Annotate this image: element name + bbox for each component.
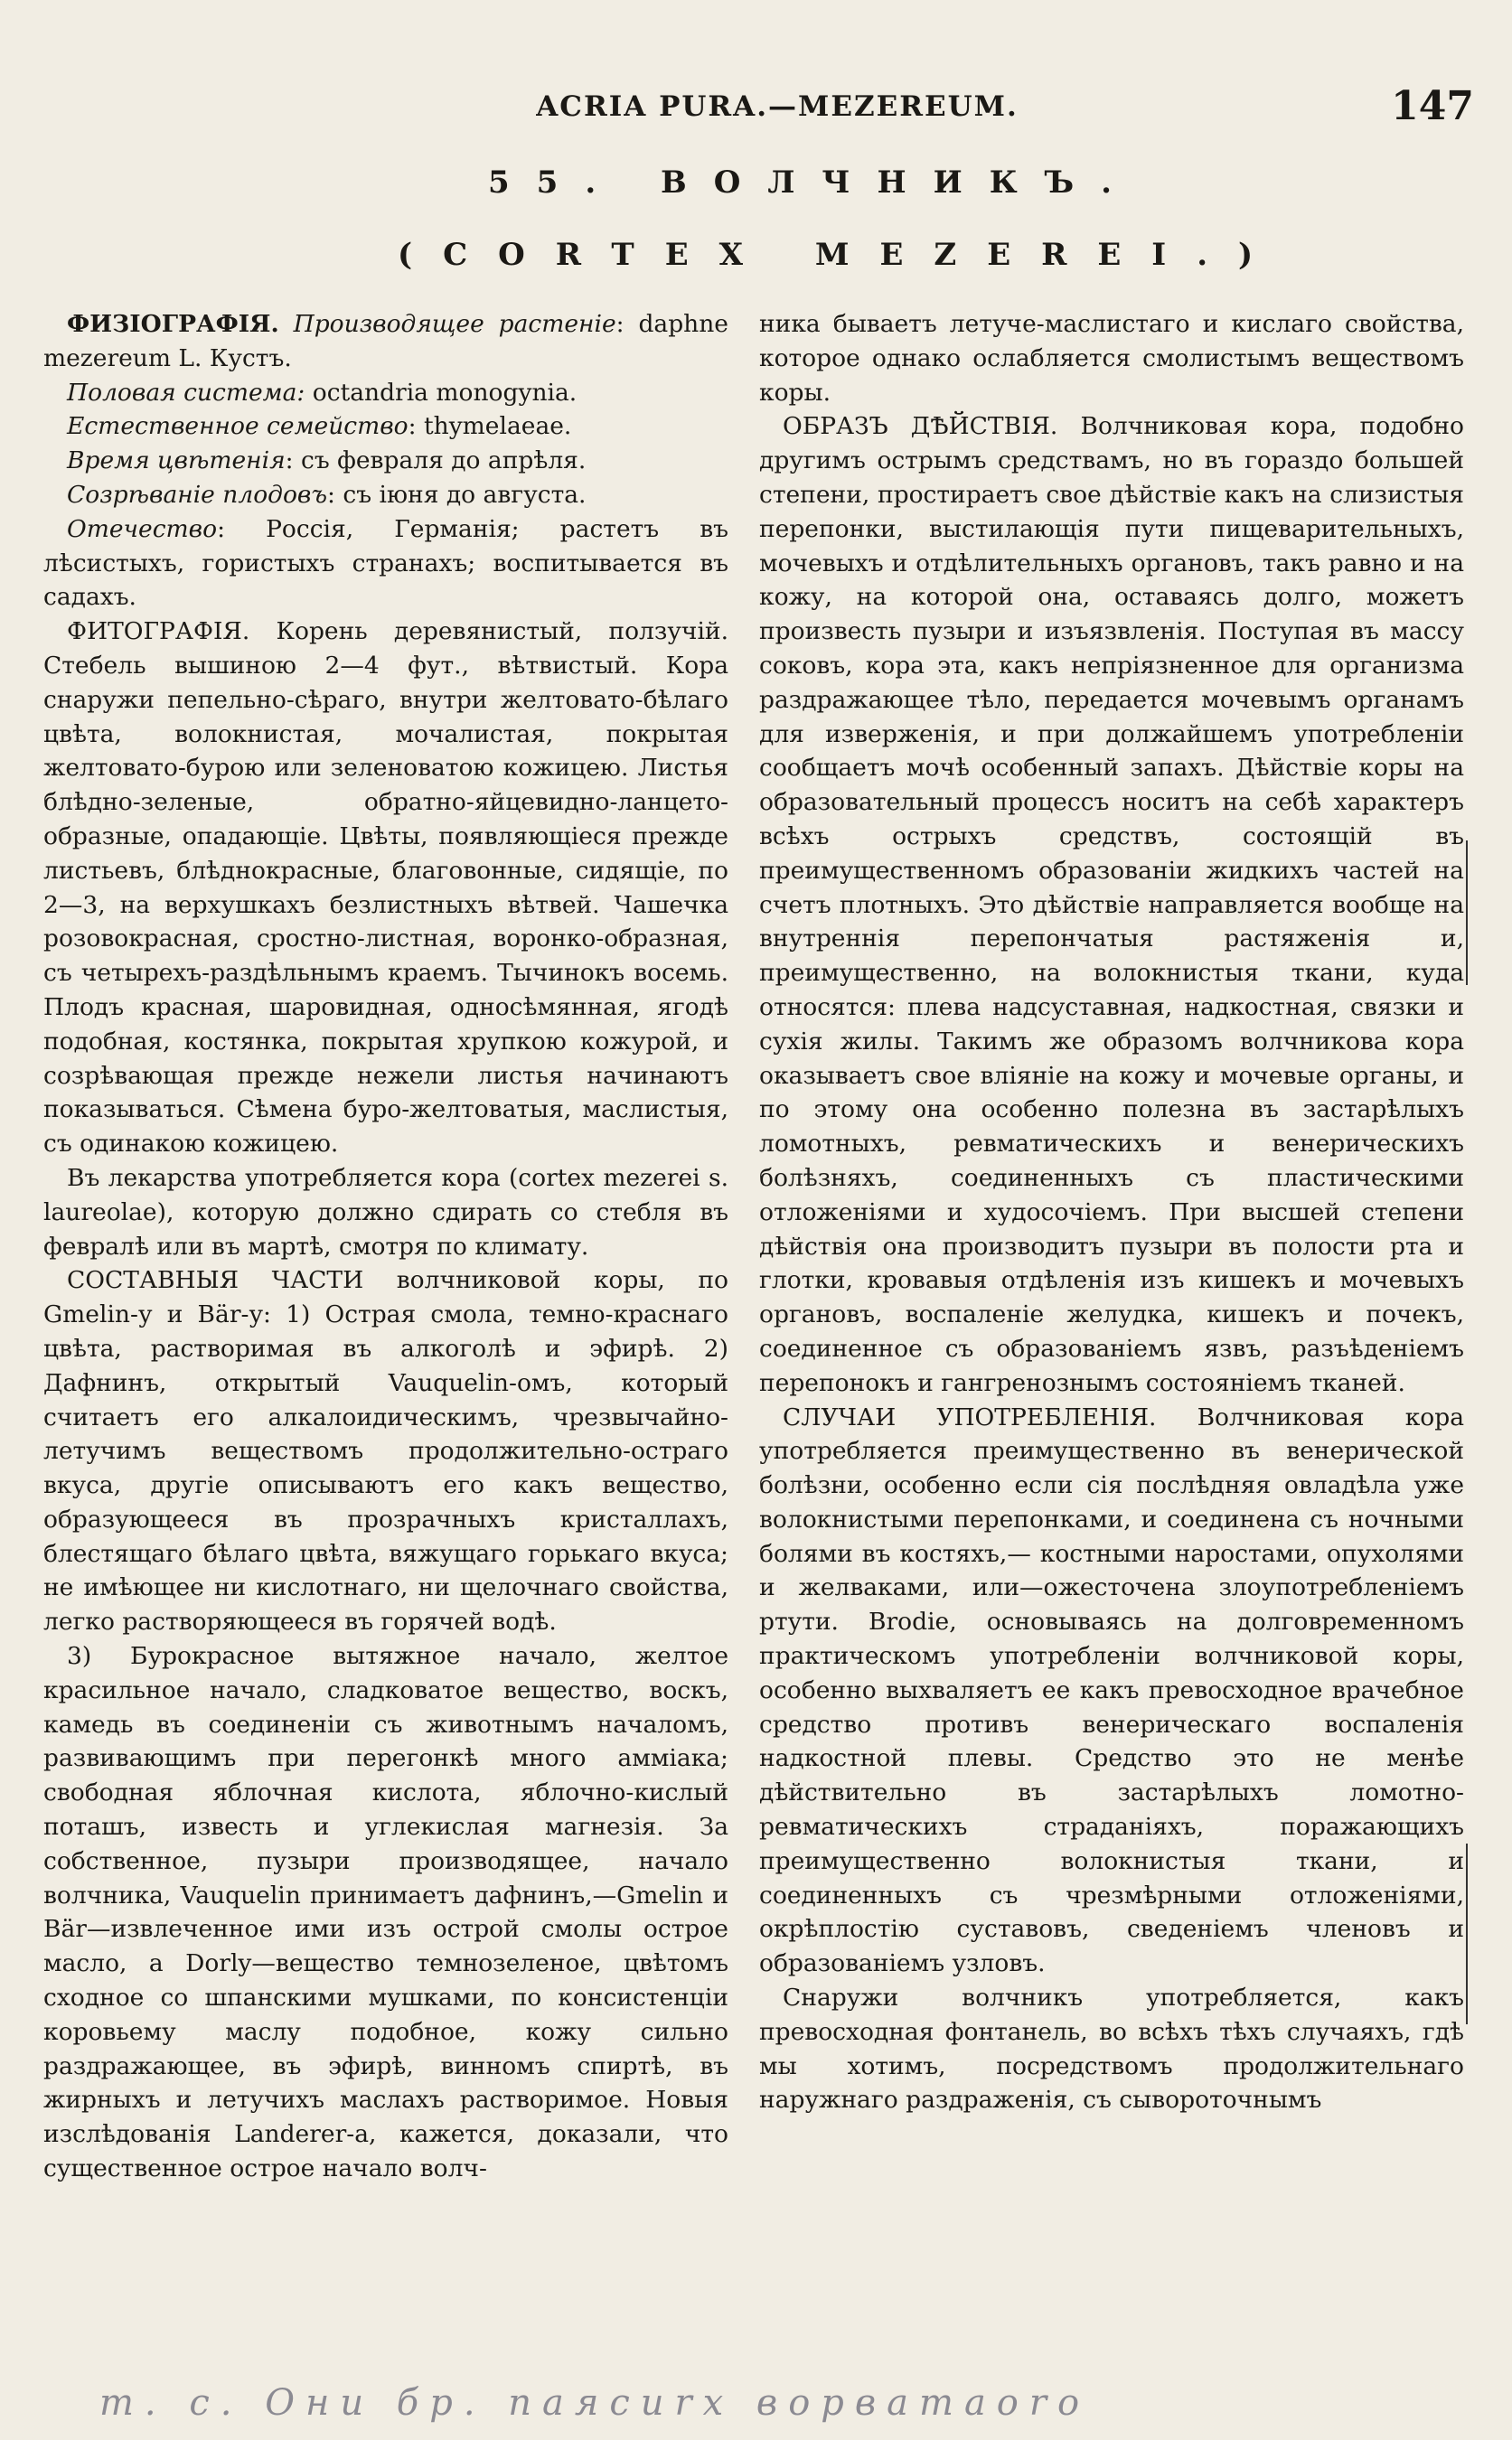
running-header: ACRIA PURA.—MEZEREUM. [536,90,1019,123]
handwritten-note: т. с. Они бр. паясиrx ворвaтaoro [99,2382,1091,2424]
text: : съ іюня до августа. [327,480,587,509]
term: Время цвѣтенія [67,446,286,475]
fruiting-line [43,478,728,512]
term: Отечество [67,514,218,543]
sex-system-line [43,376,728,410]
text: : съ февраля до апрѣля. [285,446,587,475]
habitat-paragraph [43,512,728,615]
text: : Россія, Германія; растетъ въ лѣсистыхъ, гористыхъ странахъ; воспитывается въ садахъ. [43,514,728,612]
section-heading: ФИЗІОГРАФІЯ. [67,310,279,338]
article-latin-title: (CORTEX MEZEREI.) [398,237,1284,273]
right-column [759,307,1464,2117]
continuation-paragraph: ника бываетъ летуче-маслистаго и кислаго свойства, которое однако ослабляется смолистымъ веществомъ коры. [759,310,1464,407]
term: Производящее растеніе [293,310,616,338]
page-number: 147 [1391,83,1474,129]
physiography-paragraph [43,307,728,376]
phytography-paragraph: ФИТОГРАФІЯ. Корень деревянистый, ползучій. Стебель вышиною 2—4 фут., вѣтвистый. Кора снаружи пепельно-сѣраго, внутри желтовато-бѣлаго цвѣта, волокнистая, мочалистая, покрытая желтовато-бурою или зеленоватою кожицею. Листья блѣдно-зеленые, обратно-яйцевидно-ланцето-образные, опадающіе. Цвѣты, появляющіеся прежде листьевъ, блѣднокрасные, благовонные, сидящіе, по 2—3, на верхушкахъ безлистныхъ вѣтвей. Чашечка розовокрасная, сростно-листная, воронко-образная, съ четырехъ-раздѣльнымъ краемъ. Тычинокъ восемь. Плодъ красная, шаровидная, односѣмянная, ягодѣ подобная, костянка, покрытая хрупкою кожурой, и созрѣвающая прежде нежели листья начинаютъ показываться. Сѣмена буро-желтоватыя, маслистыя, съ одинакою кожицею. [43,617,728,1159]
margin-mark [1466,840,1468,985]
text: : daphne mezereum L. Кустъ. [43,310,728,372]
text: octandria monogynia. [305,378,578,407]
mode-of-action-paragraph: ОБРАЗЪ ДѢЙСТВІЯ. Волчниковая кора, подобно другимъ острымъ средствамъ, но въ гораздо большей степени, простираетъ свое дѣйствіе какъ на слизистыя перепонки, выстилающія пути пищеварительныхъ, мочевыхъ и отдѣлительныхъ органовъ, такъ равно и на кожу, на которой она, оставаясь долго, можетъ произвесть пузыри и изъязвленія. Поступая въ массу соковъ, кора эта, какъ непріязненное для организма раздражающее тѣло, передается мочевымъ органамъ для изверженія, и при должайшемъ употребленіи сообщаетъ мочѣ особенный запахъ. Дѣйствіе коры на образовательный процессъ носитъ на себѣ характеръ всѣхъ острыхъ средствъ, состоящій въ преимущественномъ образованіи жидкихъ частей на счетъ плотныхъ. Это дѣйствіе направляется вообще на внутреннія перепончатыя растяженія и, преимущественно, на волокнистыя ткани, куда относятся: плева надсуставная, надкостная, связки и сухія жилы. Такимъ же образомъ волчникова кора оказываетъ свое вліяніе на кожу и мочевые органы, и по этому она особенно полезна въ застарѣлыхъ ломотныхъ, ревматическихъ и венерическихъ болѣзняхъ, соединенныхъ съ пластическими отложеніями и худосочіемъ. При высшей степени дѣйствія она производитъ пузыри въ полости рта и глотки, кровавыя отдѣленія изъ кишекъ и мочевыхъ органовъ, воспаленіе желудка, кишекъ и почекъ, соединенное съ образованіемъ язвъ, разъѣденіемъ перепонокъ и гангренознымъ состояніемъ тканей. [759,412,1464,1397]
flowering-line [43,444,728,478]
left-column [43,307,728,2186]
components-paragraph: СОСТАВНЫЯ ЧАСТИ волчниковой коры, по Gmelin-у и Bär-у: 1) Острая смола, темно-краснаго цвѣта, растворимая въ алкоголѣ и эфирѣ. 2) Дафнинъ, открытый Vauquelin-омъ, который считаетъ его алкалоидическимъ, чрезвычайно-летучимъ веществомъ продолжительно-остраго вкуса, другіе описываютъ его какъ вещество, образующееся въ прозрачныхъ кристаллахъ, блестящаго бѣлаго цвѣта, вяжущаго горькаго вкуса; не имѣющее ни кислотнаго, ни щелочнаго свойства, легко растворяющееся въ горячей водѣ. [43,1266,728,1637]
term: Половая система: [67,378,305,407]
family-line [43,409,728,444]
term: Созрѣваніе плодовъ [67,480,328,509]
medicinal-use-paragraph: Въ лекарства употребляется кора (cortex mezerei s. laureolae), которую должно сдирать со стебля въ февралѣ или въ мартѣ, смотря по климату. [43,1163,728,1261]
components-paragraph-2: 3) Бурокрасное вытяжное начало, желтое красильное начало, сладковатое вещество, воскъ, камедь въ соединеніи съ животнымъ началомъ, развивающимъ при перегонкѣ много аммiака; свободная яблочная кислота, яблочно-кислый поташъ, известь и углекислая магнезія. За собственное, пузыри производящее, начало волчника, Vauquelin принимаетъ дафнинъ,—Gmelin и Bär—извлеченное ими изъ острой смолы острое масло, а Dorly—вещество темнозеленое, цвѣтомъ сходное со шпанскими мушками, по консистенціи коровьему маслу подобное, кожу сильно раздражающее, въ эфирѣ, винномъ спиртѣ, въ жирныхъ и летучихъ маслахъ растворимое. Новыя изслѣдованія Landerer-а, кажется, доказали, что существенное острое начало волч- [43,1642,728,2183]
external-use-paragraph: Снаружи волчникъ употребляется, какъ превосходная фонтанель, во всѣхъ тѣхъ случаяхъ, гдѣ мы хотимъ, посредствомъ продолжительнаго наружнаго раздраженія, съ сывороточнымъ [759,1984,1464,2115]
indications-paragraph: СЛУЧАИ УПОТРЕБЛЕНІЯ. Волчниковая кора употребляется преимущественно въ венерической болѣзни, особенно если сія послѣдняя овладѣла уже волокнистыми перепонками, и соединена съ ночными болями въ костяхъ,— костными наростами, опухолями и желваками, или—ожесточена злоупотребленіемъ ртути. Brodie, основываясь на долговременномъ практическомъ употребленіи волчниковой коры, особенно выхваляетъ ее какъ превосходное врачебное средство противъ венерическаго воспаленія надкостной плевы. Средство это не менѣе дѣйствительно въ застарѣлыхъ ломотно-ревматическихъ страданіяхъ, поражающихъ преимущественно волокнистыя ткани, и соединенныхъ съ чрезмѣрными отложеніями, окрѣплостію суставовъ, сведеніемъ членовъ и образованіемъ узловъ. [759,1403,1464,1978]
margin-mark [1466,1844,1468,2024]
text: : thymelaeae. [408,412,572,441]
term: Естественное семейство [67,412,409,441]
article-title: 55. ВОЛЧНИКЪ. [488,164,1139,201]
